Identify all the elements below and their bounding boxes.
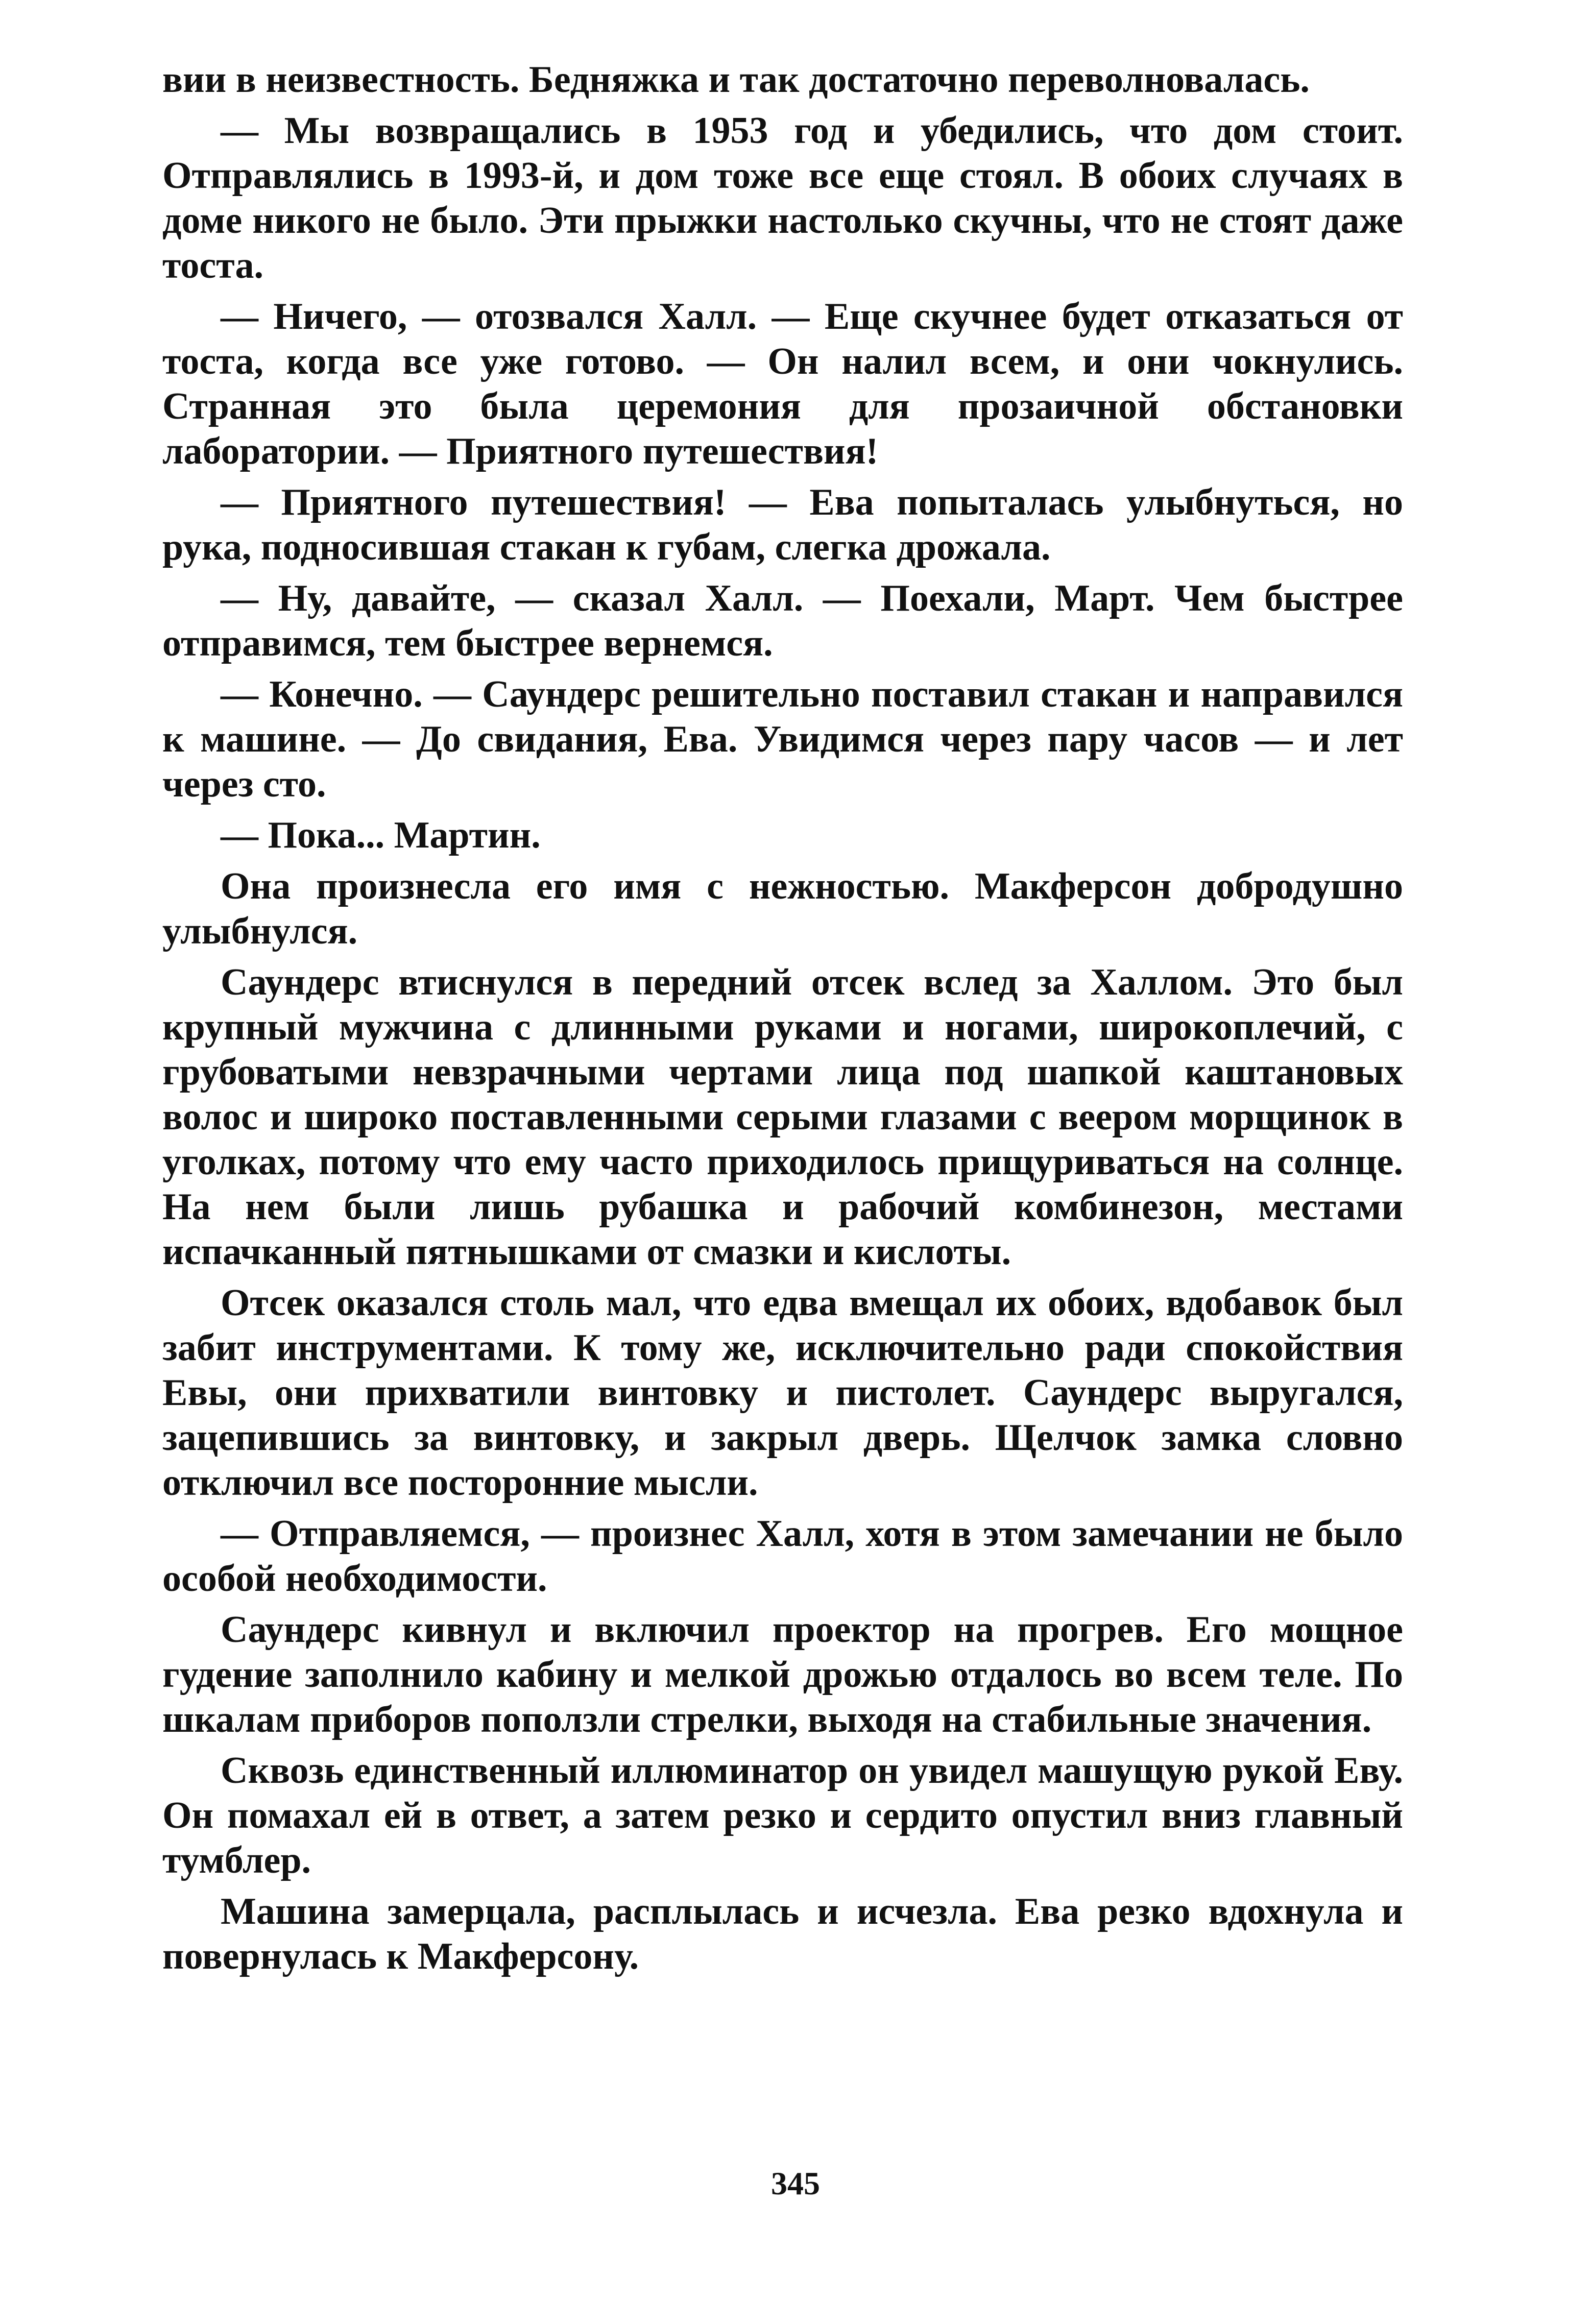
paragraph: — Приятного путешествия! — Ева попыталась улыбнуться, но рука, подносившая стакан к губам, слегка дрожала. (162, 481, 1403, 568)
paragraph: Отсек оказался столь мал, что едва вмещал их обоих, вдобавок был забит инструментами. К тому же, исключительно ради спокойствия Евы, они прихватили винтовку и пистолет. Саундерс выругался, зацепившись за винтовку, и закрыл дверь. Щелчок замка словно отключил все посторонние мысли. (162, 1282, 1403, 1504)
page-number: 345 (771, 2165, 820, 2201)
paragraph: Саундерс втиснулся в передний отсек вслед за Халлом. Это был крупный мужчина с длинными руками и ногами, широкоплечий, с грубоватыми невзрачными чертами лица под шапкой каштановых волос и широко поставленными серыми глазами с веером морщинок в уголках, потому что ему часто приходилось прищуриваться на солнце. На нем были лишь рубашка и рабочий комбинезон, местами испачканный пятнышками от смазки и кислоты. (162, 961, 1403, 1273)
paragraph: — Ничего, — отозвался Халл. — Еще скучнее будет отказаться от тоста, когда все уже готово. — Он налил всем, и они чокнулись. Странная это была церемония для прозаичной обстановки лаборатории. — Приятного путешествия! (162, 296, 1403, 472)
paragraph: — Конечно. — Саундерс решительно поставил стакан и направился к машине. — До свидания, Ева. Увидимся через пару часов — и лет через сто. (162, 673, 1403, 805)
page-body (162, 57, 1403, 1985)
paragraph: Она произнесла его имя с нежностью. Макферсон добродушно улыбнулся. (162, 865, 1403, 952)
paragraph: Сквозь единственный иллюминатор он увидел машущую рукой Еву. Он помахал ей в ответ, а затем резко и сердито опустил вниз главный тумблер. (162, 1750, 1403, 1881)
paragraph: — Мы возвращались в 1953 год и убедились, что дом стоит. Отправлялись в 1993-й, и дом тоже все еще стоял. В обоих случаях в доме никого не было. Эти прыжки настолько скучны, что не стоят даже тоста. (162, 110, 1403, 286)
paragraph: вии в неизвестность. Бедняжка и так достаточно переволновалась. (162, 59, 1310, 101)
paragraph: — Пока... Мартин. (221, 814, 541, 856)
paragraph: Саундерс кивнул и включил проектор на прогрев. Его мощное гудение заполнило кабину и мелкой дрожью отдалось во всем теле. По шкалам приборов поползли стрелки, выходя на стабильные значения. (162, 1609, 1403, 1740)
paragraph: Машина замерцала, расплылась и исчезла. Ева резко вдохнула и повернулась к Макферсону. (162, 1891, 1403, 1977)
paragraph: — Отправляемся, — произнес Халл, хотя в этом замечании не было особой необходимости. (162, 1513, 1403, 1600)
paragraph: — Ну, давайте, — сказал Халл. — Поехали, Март. Чем быстрее отправимся, тем быстрее вернемся. (162, 577, 1403, 664)
